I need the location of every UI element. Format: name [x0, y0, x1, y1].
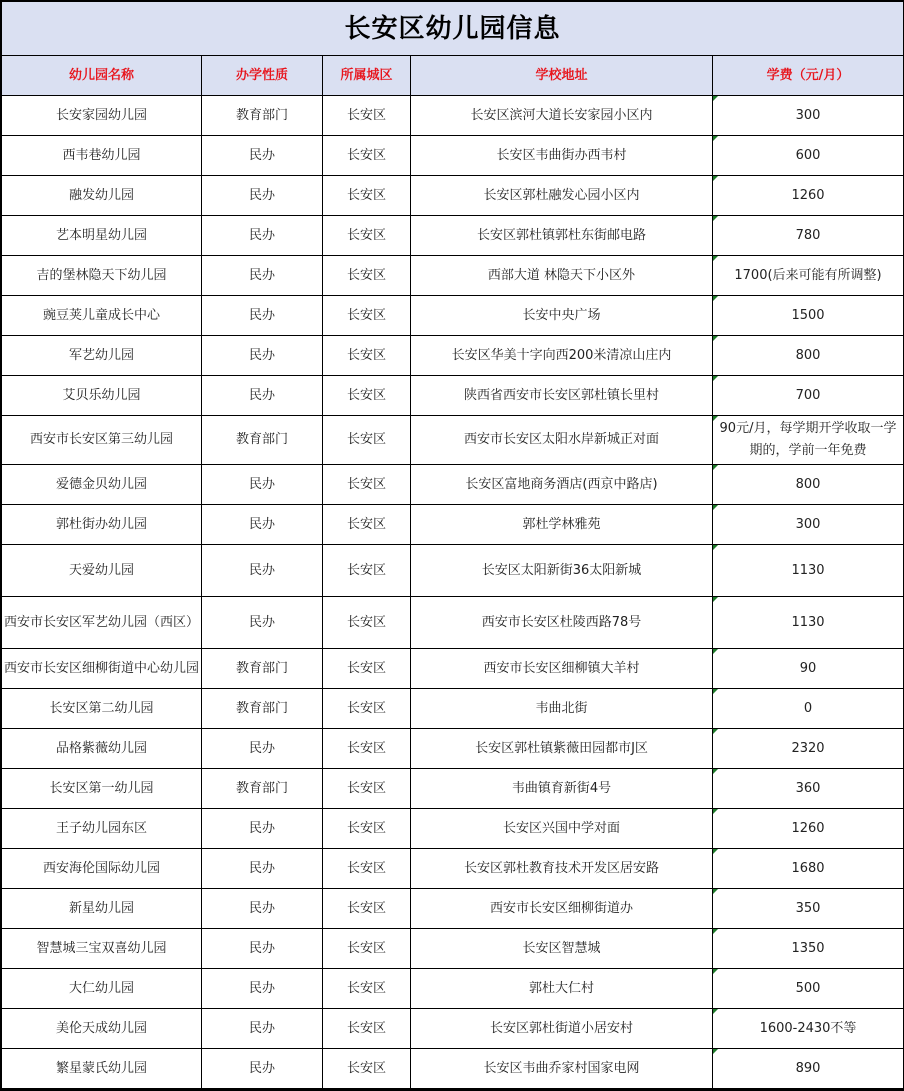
cell-type[interactable]: 民办 [202, 296, 323, 336]
cell-address[interactable]: 长安区滨河大道长安家园小区内 [411, 96, 713, 136]
cell-address[interactable]: 长安区郭杜街道小居安村 [411, 1009, 713, 1049]
cell-address[interactable]: 长安区韦曲街办西韦村 [411, 136, 713, 176]
cell-type[interactable]: 教育部门 [202, 769, 323, 809]
table-row [2, 729, 904, 769]
cell-type[interactable]: 教育部门 [202, 416, 323, 465]
cell-address[interactable]: 长安中央广场 [411, 296, 713, 336]
cell-fee[interactable]: 350 [713, 889, 904, 929]
cell-address[interactable]: 长安区郭杜融发心园小区内 [411, 176, 713, 216]
column-header-type[interactable]: 办学性质 [202, 56, 323, 96]
cell-district[interactable]: 长安区 [323, 1009, 411, 1049]
table-row [2, 1009, 904, 1049]
table-row [2, 256, 904, 296]
cell-name[interactable]: 艺本明星幼儿园 [2, 216, 202, 256]
table-row [2, 689, 904, 729]
table-row [2, 809, 904, 849]
cell-district[interactable]: 长安区 [323, 505, 411, 545]
cell-address[interactable]: 韦曲镇育新街4号 [411, 769, 713, 809]
column-header-name[interactable]: 幼儿园名称 [2, 56, 202, 96]
cell-fee[interactable]: 300 [713, 96, 904, 136]
table-row [2, 969, 904, 1009]
cell-name[interactable]: 大仁幼儿园 [2, 969, 202, 1009]
cell-district[interactable]: 长安区 [323, 689, 411, 729]
cell-type[interactable]: 民办 [202, 729, 323, 769]
table-row [2, 296, 904, 336]
table-row [2, 136, 904, 176]
cell-fee[interactable]: 1260 [713, 176, 904, 216]
cell-name[interactable]: 西韦巷幼儿园 [2, 136, 202, 176]
cell-name[interactable]: 品格紫薇幼儿园 [2, 729, 202, 769]
cell-name[interactable]: 繁星蒙氏幼儿园 [2, 1049, 202, 1089]
cell-address[interactable]: 西安市长安区细柳街道办 [411, 889, 713, 929]
cell-fee[interactable]: 1700(后来可能有所调整) [713, 256, 904, 296]
cell-district[interactable]: 长安区 [323, 969, 411, 1009]
cell-name[interactable]: 融发幼儿园 [2, 176, 202, 216]
cell-fee[interactable]: 300 [713, 505, 904, 545]
table-row [2, 176, 904, 216]
table-row [2, 545, 904, 597]
cell-fee[interactable]: 500 [713, 969, 904, 1009]
table-row [2, 889, 904, 929]
cell-type[interactable]: 民办 [202, 465, 323, 505]
table-row [2, 1049, 904, 1089]
cell-address[interactable]: 西部大道 林隐天下小区外 [411, 256, 713, 296]
cell-fee[interactable]: 1130 [713, 545, 904, 597]
cell-name[interactable]: 艾贝乐幼儿园 [2, 376, 202, 416]
cell-fee[interactable]: 1500 [713, 296, 904, 336]
cell-district[interactable]: 长安区 [323, 649, 411, 689]
table-row [2, 849, 904, 889]
table-row [2, 96, 904, 136]
cell-address[interactable]: 西安市长安区杜陵西路78号 [411, 597, 713, 649]
cell-type[interactable]: 民办 [202, 176, 323, 216]
cell-type[interactable]: 教育部门 [202, 649, 323, 689]
cell-address[interactable]: 长安区华美十字向西200米清凉山庄内 [411, 336, 713, 376]
cell-fee[interactable]: 800 [713, 336, 904, 376]
cell-type[interactable]: 民办 [202, 1049, 323, 1089]
kindergarten-table [1, 1, 904, 1089]
cell-name[interactable]: 西安海伦国际幼儿园 [2, 849, 202, 889]
cell-name[interactable]: 长安家园幼儿园 [2, 96, 202, 136]
cell-district[interactable]: 长安区 [323, 136, 411, 176]
cell-address[interactable]: 郭杜学林雅苑 [411, 505, 713, 545]
table-row [2, 929, 904, 969]
cell-district[interactable]: 长安区 [323, 889, 411, 929]
cell-district[interactable]: 长安区 [323, 545, 411, 597]
cell-name[interactable]: 长安区第一幼儿园 [2, 769, 202, 809]
cell-type[interactable]: 民办 [202, 376, 323, 416]
title-row [2, 2, 904, 56]
cell-type[interactable]: 教育部门 [202, 96, 323, 136]
cell-fee[interactable]: 1350 [713, 929, 904, 969]
cell-address[interactable]: 长安区郭杜教育技术开发区居安路 [411, 849, 713, 889]
cell-fee[interactable]: 780 [713, 216, 904, 256]
cell-type[interactable]: 民办 [202, 849, 323, 889]
cell-address[interactable]: 西安市长安区细柳镇大羊村 [411, 649, 713, 689]
cell-address[interactable]: 韦曲北街 [411, 689, 713, 729]
cell-district[interactable]: 长安区 [323, 769, 411, 809]
cell-fee[interactable]: 360 [713, 769, 904, 809]
table-body [2, 96, 904, 1089]
cell-type[interactable]: 民办 [202, 889, 323, 929]
cell-address[interactable]: 长安区智慧城 [411, 929, 713, 969]
cell-name[interactable]: 西安市长安区军艺幼儿园（西区） [2, 597, 202, 649]
table-row [2, 416, 904, 465]
cell-district[interactable]: 长安区 [323, 849, 411, 889]
cell-fee[interactable]: 700 [713, 376, 904, 416]
cell-district[interactable]: 长安区 [323, 296, 411, 336]
cell-fee[interactable]: 90 [713, 649, 904, 689]
cell-address[interactable]: 长安区韦曲乔家村国家电网 [411, 1049, 713, 1089]
cell-type[interactable]: 民办 [202, 969, 323, 1009]
cell-district[interactable]: 长安区 [323, 176, 411, 216]
cell-type[interactable]: 民办 [202, 929, 323, 969]
cell-address[interactable]: 长安区郭杜镇郭杜东街邮电路 [411, 216, 713, 256]
table-row [2, 465, 904, 505]
cell-address[interactable]: 长安区富地商务酒店(西京中路店) [411, 465, 713, 505]
cell-name[interactable]: 美伦天成幼儿园 [2, 1009, 202, 1049]
cell-name[interactable]: 新星幼儿园 [2, 889, 202, 929]
cell-district[interactable]: 长安区 [323, 416, 411, 465]
cell-fee[interactable]: 600 [713, 136, 904, 176]
cell-type[interactable]: 民办 [202, 545, 323, 597]
cell-fee[interactable]: 890 [713, 1049, 904, 1089]
cell-district[interactable]: 长安区 [323, 376, 411, 416]
table-row [2, 769, 904, 809]
cell-address[interactable]: 陕西省西安市长安区郭杜镇长里村 [411, 376, 713, 416]
cell-fee[interactable]: 1680 [713, 849, 904, 889]
cell-district[interactable]: 长安区 [323, 465, 411, 505]
cell-address[interactable]: 长安区郭杜镇紫薇田园都市J区 [411, 729, 713, 769]
cell-district[interactable]: 长安区 [323, 929, 411, 969]
cell-type[interactable]: 民办 [202, 597, 323, 649]
cell-district[interactable]: 长安区 [323, 256, 411, 296]
table-row [2, 376, 904, 416]
cell-fee[interactable]: 1600-2430不等 [713, 1009, 904, 1049]
table-row [2, 597, 904, 649]
cell-fee[interactable]: 2320 [713, 729, 904, 769]
cell-type[interactable]: 民办 [202, 136, 323, 176]
table-row [2, 216, 904, 256]
table-row [2, 336, 904, 376]
cell-district[interactable]: 长安区 [323, 336, 411, 376]
cell-fee[interactable]: 0 [713, 689, 904, 729]
cell-address[interactable]: 长安区兴国中学对面 [411, 809, 713, 849]
cell-name[interactable]: 王子幼儿园东区 [2, 809, 202, 849]
cell-name[interactable]: 豌豆荚儿童成长中心 [2, 296, 202, 336]
cell-type[interactable]: 民办 [202, 1009, 323, 1049]
cell-name[interactable]: 军艺幼儿园 [2, 336, 202, 376]
column-header-district[interactable]: 所属城区 [323, 56, 411, 96]
cell-district[interactable]: 长安区 [323, 729, 411, 769]
cell-district[interactable]: 长安区 [323, 809, 411, 849]
column-header-fee[interactable]: 学费（元/月） [713, 56, 904, 96]
cell-type[interactable]: 民办 [202, 505, 323, 545]
table-row [2, 505, 904, 545]
cell-name[interactable]: 吉的堡林隐天下幼儿园 [2, 256, 202, 296]
cell-type[interactable]: 民办 [202, 809, 323, 849]
sheet-title: 长安区幼儿园信息 [2, 2, 904, 56]
cell-type[interactable]: 教育部门 [202, 689, 323, 729]
cell-type[interactable]: 民办 [202, 216, 323, 256]
cell-name[interactable]: 郭杜街办幼儿园 [2, 505, 202, 545]
cell-type[interactable]: 民办 [202, 256, 323, 296]
cell-name[interactable]: 智慧城三宝双喜幼儿园 [2, 929, 202, 969]
cell-fee[interactable]: 90元/月，每学期开学收取一学期的，学前一年免费 [713, 416, 904, 465]
cell-fee[interactable]: 800 [713, 465, 904, 505]
cell-name[interactable]: 爱德金贝幼儿园 [2, 465, 202, 505]
cell-address[interactable]: 西安市长安区太阳水岸新城正对面 [411, 416, 713, 465]
cell-fee[interactable]: 1260 [713, 809, 904, 849]
cell-name[interactable]: 天爱幼儿园 [2, 545, 202, 597]
cell-name[interactable]: 西安市长安区细柳街道中心幼儿园 [2, 649, 202, 689]
cell-fee[interactable]: 1130 [713, 597, 904, 649]
cell-district[interactable]: 长安区 [323, 216, 411, 256]
column-header-address[interactable]: 学校地址 [411, 56, 713, 96]
cell-type[interactable]: 民办 [202, 336, 323, 376]
cell-address[interactable]: 郭杜大仁村 [411, 969, 713, 1009]
cell-district[interactable]: 长安区 [323, 1049, 411, 1089]
cell-address[interactable]: 长安区太阳新街36太阳新城 [411, 545, 713, 597]
cell-name[interactable]: 长安区第二幼儿园 [2, 689, 202, 729]
cell-name[interactable]: 西安市长安区第三幼儿园 [2, 416, 202, 465]
cell-district[interactable]: 长安区 [323, 597, 411, 649]
column-header-row [2, 56, 904, 96]
table-row [2, 649, 904, 689]
cell-district[interactable]: 长安区 [323, 96, 411, 136]
